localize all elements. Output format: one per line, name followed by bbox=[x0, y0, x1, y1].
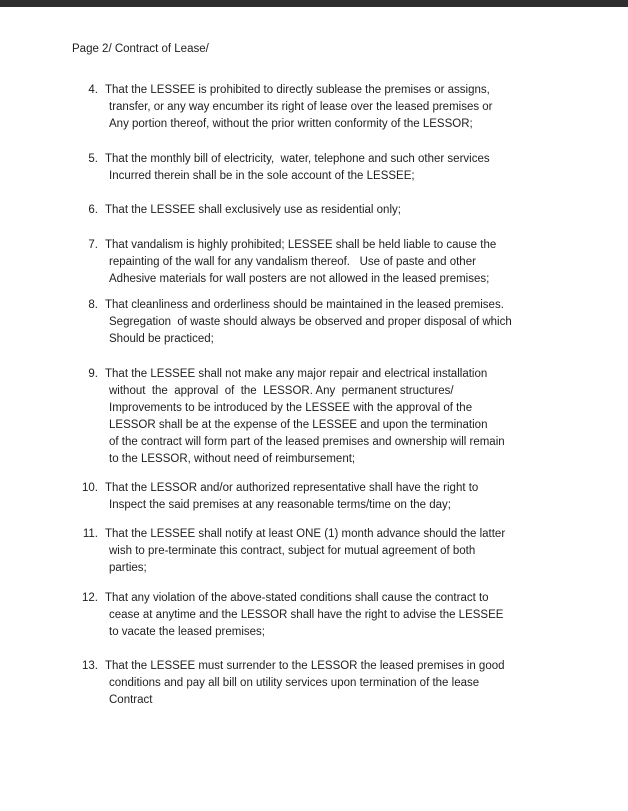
clause-number: 8. bbox=[88, 299, 98, 311]
clause-number: 13. bbox=[82, 660, 98, 672]
clause-line: transfer, or any way encumber its right of lease over the leased premises or bbox=[109, 101, 493, 113]
clause-number: 11. bbox=[82, 528, 98, 540]
clause-number: 4. bbox=[88, 84, 98, 96]
clause-text bbox=[105, 297, 512, 348]
clause-line: of the contract will form part of the leased premises and ownership will remain bbox=[109, 436, 505, 448]
clause-line: to vacate the leased premises; bbox=[109, 626, 265, 638]
clause-text bbox=[105, 237, 496, 288]
clause-item-10 bbox=[72, 480, 608, 514]
clause-item-8 bbox=[72, 297, 608, 348]
clause-item-5 bbox=[72, 151, 608, 185]
clause-line: That the LESSEE shall exclusively use as residential only; bbox=[105, 204, 401, 216]
clause-line: LESSOR shall be at the expense of the LESSEE and upon the termination bbox=[109, 419, 488, 431]
clause-line: Improvements to be introduced by the LESSEE with the approval of the bbox=[109, 402, 473, 414]
clause-line: Adhesive materials for wall posters are not allowed in the leased premises; bbox=[109, 273, 490, 285]
clause-line: That vandalism is highly prohibited; LESSEE shall be held liable to cause the bbox=[105, 239, 497, 251]
clause-item-11 bbox=[72, 526, 608, 577]
clause-item-12 bbox=[72, 590, 608, 641]
clause-line: Should be practiced; bbox=[109, 333, 214, 345]
top-bar bbox=[0, 0, 628, 7]
clause-line: That the LESSOR and/or authorized representative shall have the right to bbox=[105, 482, 479, 494]
clause-text bbox=[105, 366, 505, 468]
page-content bbox=[0, 7, 628, 709]
clause-item-9 bbox=[72, 366, 608, 468]
clause-text bbox=[105, 202, 401, 219]
clause-line: Inspect the said premises at any reasonable terms/time on the day; bbox=[109, 499, 451, 511]
clause-text bbox=[105, 82, 493, 133]
clause-line: to the LESSOR, without need of reimbursement; bbox=[109, 453, 356, 465]
clause-list bbox=[72, 82, 608, 709]
clause-text bbox=[105, 526, 505, 577]
clause-line: That the LESSEE shall not make any major repair and electrical installation bbox=[105, 368, 488, 380]
clause-line: That the LESSEE must surrender to the LESSOR the leased premises in good bbox=[105, 660, 505, 672]
clause-number: 9. bbox=[88, 368, 98, 380]
page-header: Page 2/ Contract of Lease/ bbox=[72, 43, 209, 55]
clause-line: That cleanliness and orderliness should be maintained in the leased premises. bbox=[105, 299, 504, 311]
clause-text bbox=[105, 151, 490, 185]
clause-line: parties; bbox=[109, 562, 147, 574]
clause-item-4 bbox=[72, 82, 608, 133]
clause-line: That the LESSEE shall notify at least ONE (1) month advance should the latter bbox=[105, 528, 506, 540]
clause-line: Any portion thereof, without the prior written conformity of the LESSOR; bbox=[109, 118, 473, 130]
clause-line: That the LESSEE is prohibited to directly sublease the premises or assigns, bbox=[105, 84, 490, 96]
clause-line: without the approval of the LESSOR. Any permanent structures/ bbox=[109, 385, 454, 397]
clause-line: That the monthly bill of electricity, water, telephone and such other services bbox=[105, 153, 490, 165]
clause-line: Incurred therein shall be in the sole account of the LESSEE; bbox=[109, 170, 415, 182]
clause-line: Segregation of waste should always be observed and proper disposal of which bbox=[109, 316, 512, 328]
clause-item-7 bbox=[72, 237, 608, 288]
clause-line: Contract bbox=[109, 694, 153, 706]
clause-item-13 bbox=[72, 658, 608, 709]
clause-text bbox=[105, 658, 505, 709]
clause-number: 7. bbox=[88, 239, 98, 251]
clause-text bbox=[105, 480, 478, 514]
clause-line: That any violation of the above-stated conditions shall cause the contract to bbox=[105, 592, 489, 604]
clause-line: wish to pre-terminate this contract, subject for mutual agreement of both bbox=[109, 545, 476, 557]
clause-line: conditions and pay all bill on utility services upon termination of the lease bbox=[109, 677, 480, 689]
clause-line: repainting of the wall for any vandalism thereof. Use of paste and other bbox=[109, 256, 476, 268]
clause-number: 5. bbox=[88, 153, 98, 165]
clause-number: 6. bbox=[88, 204, 98, 216]
clause-item-6 bbox=[72, 202, 608, 219]
clause-line: cease at anytime and the LESSOR shall have the right to advise the LESSEE bbox=[109, 609, 504, 621]
clause-text bbox=[105, 590, 503, 641]
clause-number: 12. bbox=[82, 592, 98, 604]
clause-number: 10. bbox=[82, 482, 98, 494]
